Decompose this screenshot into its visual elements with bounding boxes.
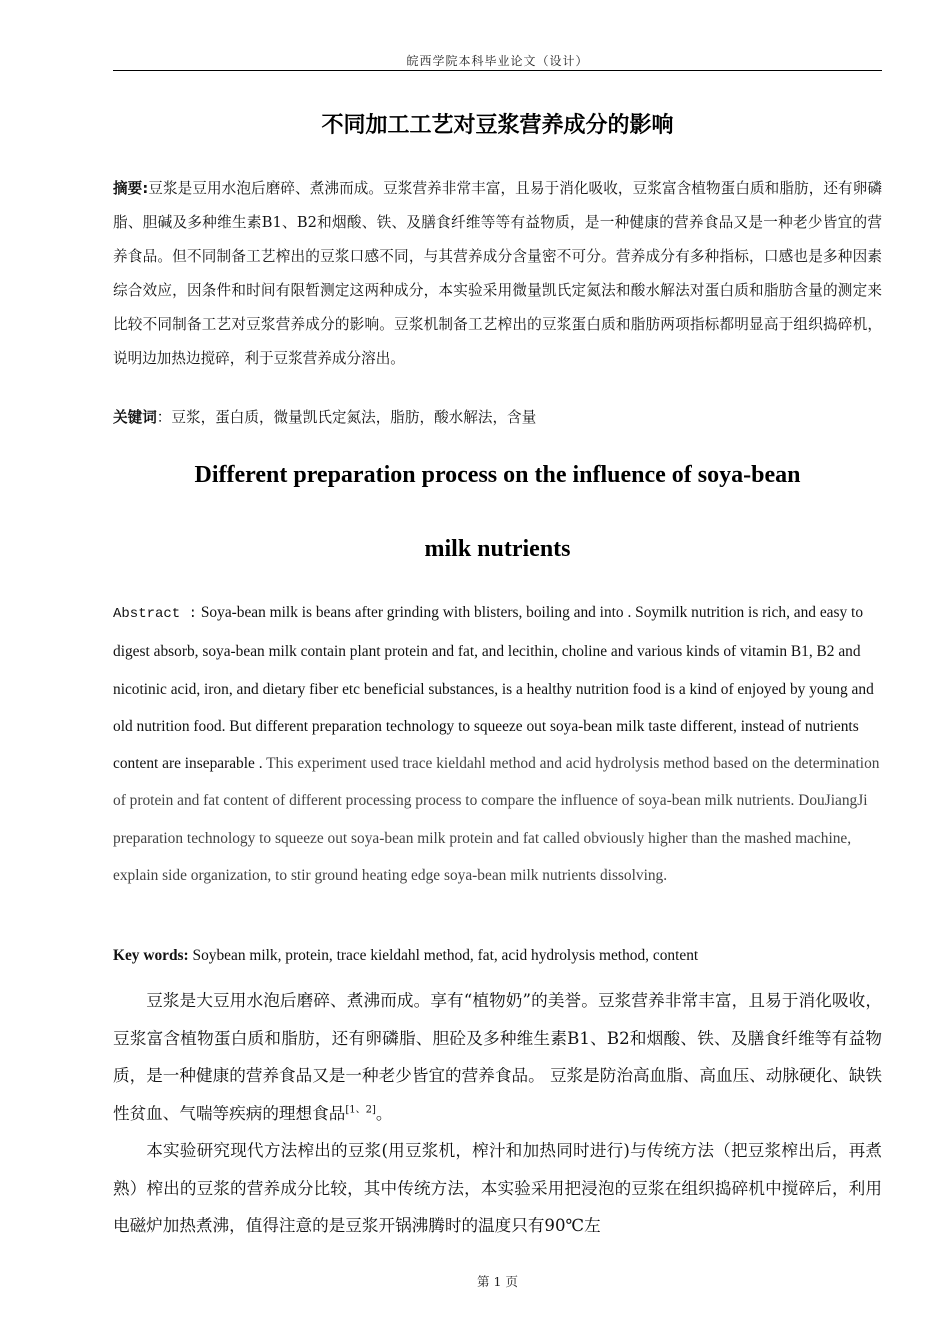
english-abstract	[113, 594, 882, 894]
body-text	[113, 982, 882, 1245]
chinese-keywords-label: 关键词	[113, 409, 157, 426]
english-keywords	[113, 942, 882, 970]
chinese-keywords-text: ：豆浆，蛋白质，微量凯氏定氮法，脂肪，酸水解法，含量	[156, 409, 537, 426]
running-header: 皖西学院本科毕业论文（设计）	[406, 54, 589, 68]
body-paragraph-1-end: 。	[375, 1103, 393, 1123]
body-paragraph-2: 本实验研究现代方法榨出的豆浆(用豆浆机，榨汁和加热同时进行)与传统方法（把豆浆榨出后，再煮熟）榨出的豆浆的营养成分比较，其中传统方法，本实验采用把浸泡的豆浆在组织捣碎机中搅碎后，利用电磁炉加热煮沸，值得注意的是豆浆开锅沸腾时的温度只有90℃左	[113, 1141, 882, 1235]
chinese-abstract-label: 摘要:	[113, 180, 149, 197]
body-paragraph-1-text: 豆浆是大豆用水泡后磨碎、煮沸而成。享有“植物奶”的美誉。豆浆营养非常丰富，且易于消化吸收，豆浆富含植物蛋白质和脂肪，还有卵磷脂、胆砼及多种维生素B1、B2和烟酸、铁、及膳食纤维等有益物质，是一种健康的营养食品又是一种老少皆宜的营养食品。 豆浆是防治高血脂、高血压、动脉硬化、缺铁性贫血、气喘等疾病的理想食品	[113, 991, 882, 1123]
header-rule	[113, 70, 882, 71]
chinese-abstract	[113, 172, 882, 376]
body-paragraph-1	[113, 982, 882, 1132]
english-keywords-text: Soybean milk, protein, trace kieldahl method, fat, acid hydrolysis method, content	[192, 947, 699, 964]
english-title-line-1: Different preparation process on the influence of soya-bean	[194, 462, 801, 488]
chinese-keywords	[113, 404, 882, 432]
chinese-title: 不同加工工艺对豆浆营养成分的影响	[321, 113, 674, 138]
english-title-line-2: milk nutrients	[424, 536, 571, 562]
chinese-abstract-text: 豆浆是豆用水泡后磨碎、煮沸而成。豆浆营养非常丰富，且易于消化吸收，豆浆富含植物蛋白质和脂肪，还有卵磷脂、胆碱及多种维生素B1、B2和烟酸、铁、及膳食纤维等等有益物质，是一种健康的营养食品又是一种老少皆宜的营养食品。但不同制备工艺榨出的豆浆口感不同，与其营养成分含量密不可分。营养成分有多种指标，口感也是多种因素综合效应，因条件和时间有限暂测定这两种成分，本实验采用微量凯氏定氮法和酸水解法对蛋白质和脂肪含量的测定来比较不同制备工艺对豆浆营养成分的影响。豆浆机制备工艺榨出的豆浆蛋白质和脂肪两项指标都明显高于组织捣碎机，说明边加热边搅碎，利于豆浆营养成分溶出。	[113, 180, 882, 367]
english-abstract-text-2: This experiment used trace kieldahl method and acid hydrolysis method based on the determination of protein and fat content of different processing process to compare the influence of soya-bean milk nutrients. DouJiangJi preparation technology to squeeze out soya-bean milk protein and fat called obviously higher than the mashed machine, explain side organization, to stir ground heating edge soya-bean milk nutrients dissolving.	[113, 755, 880, 885]
page-number: 第 1 页	[477, 1274, 518, 1289]
english-keywords-label: Key words:	[113, 947, 189, 964]
english-abstract-label: Abstract :	[113, 606, 198, 622]
citation-marker[interactable]: [1、2]	[345, 1103, 376, 1115]
english-abstract-text-1: Soya-bean milk is beans after grinding with blisters, boiling and into . Soymilk nutrition is rich, and easy to digest absorb, soya-bean milk contain plant protein and fat, and lecithin, choline and various kinds of vitamin B1, B2 and nicotinic acid, iron, and dietary fiber etc beneficial substances, is a healthy nutrition food is a kind of enjoyed by young and old nutrition food. But different preparation technology to squeeze out soya-bean milk taste different, instead of nutrients content are inseparable .	[113, 604, 874, 773]
